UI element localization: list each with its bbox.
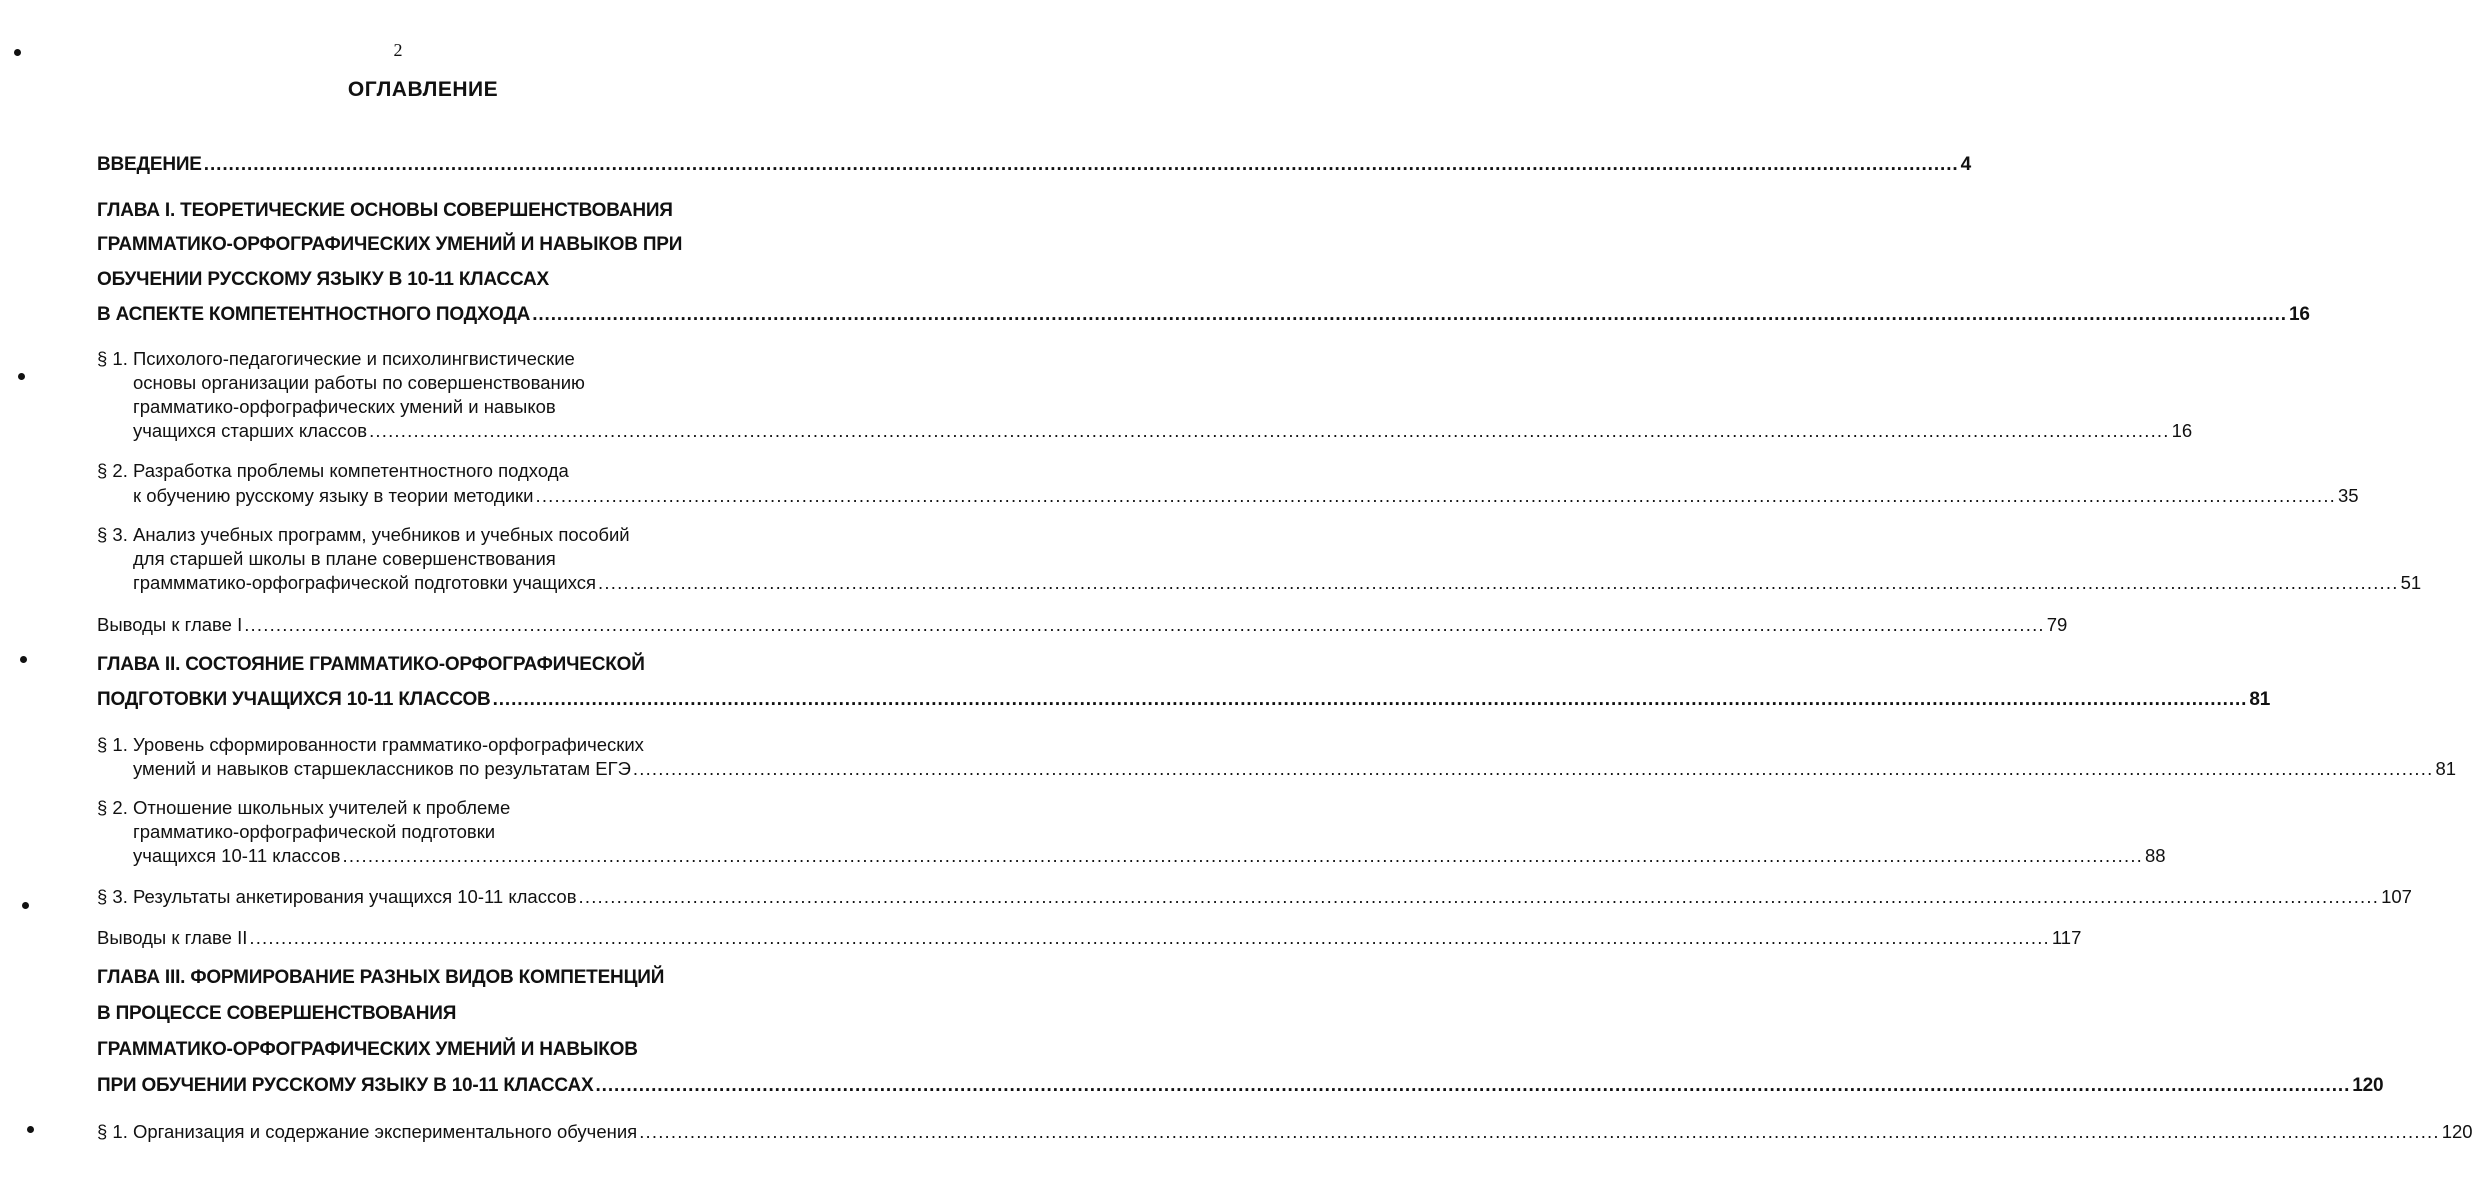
toc-entry-title: ПРИ ОБУЧЕНИИ РУССКОМУ ЯЗЫКУ В 10-11 КЛАССАХ [97, 1075, 594, 1096]
toc-entry-title: умений и навыков старшеклассников по результатам ЕГЭ [133, 758, 631, 779]
toc-entry-title: § 3. Результаты анкетирования учащихся 10-11 классов [97, 886, 577, 907]
toc-entry-title: учащихся старших классов [133, 420, 368, 441]
toc-page-number: 4 [1960, 154, 1971, 175]
toc-entry-chapter-2[interactable] [97, 689, 2271, 711]
toc-entry-title: Выводы к главе I [97, 614, 243, 635]
toc-entry-ch3-section-1[interactable] [97, 1121, 2473, 1143]
dot-leader: ............................................................................................................................................................................................................................................................................................ [578, 886, 2380, 907]
toc-section-line: § 3. Анализ учебных программ, учебников и учебных пособий [97, 524, 630, 545]
toc-entry-ch2-conclusions[interactable] [97, 927, 2082, 949]
toc-entry-title: учащихся 10-11 классов [133, 845, 341, 866]
toc-section-line: § 1. Уровень сформированности грамматико-орфографических [97, 734, 644, 755]
toc-chapter-2-line: ГЛАВА II. СОСТОЯНИЕ ГРАММАТИКО-ОРФОГРАФИЧЕСКОЙ [97, 654, 645, 675]
toc-page-number: 79 [2046, 614, 2068, 635]
margin-bullet [27, 1126, 34, 1133]
dot-leader: ............................................................................................................................................................................................................................................................................................ [369, 420, 2170, 441]
toc-entry-title: § 1. Организация и содержание экспериментального обучения [97, 1121, 638, 1142]
toc-entry-title: к обучению русскому языку в теории методики [133, 485, 534, 506]
dot-leader: ............................................................................................................................................................................................................................................................................................ [595, 1075, 2351, 1096]
dot-leader: ............................................................................................................................................................................................................................................................................................ [532, 304, 2287, 325]
toc-page-number: 81 [2435, 758, 2457, 779]
margin-bullet [14, 49, 21, 56]
toc-page-number: 16 [2288, 304, 2310, 325]
toc-page-number: 35 [2338, 485, 2359, 506]
toc-entry-ch1-conclusions[interactable] [97, 614, 2068, 636]
dot-leader: ............................................................................................................................................................................................................................................................................................ [598, 572, 2399, 593]
dot-leader: ............................................................................................................................................................................................................................................................................................ [632, 758, 2434, 779]
toc-section-line: § 2. Разработка проблемы компетентностного подхода [97, 460, 569, 481]
page-number: 2 [393, 40, 403, 60]
toc-entry-ch1-section-3[interactable] [133, 572, 2422, 594]
toc-chapter-3-line: В ПРОЦЕССЕ СОВЕРШЕНСТВОВАНИЯ [97, 1003, 457, 1024]
toc-section-line: § 2. Отношение школьных учителей к проблеме [97, 797, 511, 818]
toc-entry-title: граммматико-орфографической подготовки учащихся [133, 572, 597, 593]
toc-page-number: 51 [2400, 572, 2422, 593]
toc-entry-ch1-section-1[interactable] [133, 420, 2193, 442]
toc-page-number: 107 [2381, 886, 2412, 907]
toc-chapter-3-line: ГРАММАТИКО-ОРФОГРАФИЧЕСКИХ УМЕНИЙ И НАВЫКОВ [97, 1039, 638, 1060]
toc-entry-ch1-section-2[interactable] [133, 485, 2359, 507]
toc-section-line: грамматико-орфографических умений и навыков [133, 396, 556, 417]
toc-section-line: грамматико-орфографической подготовки [133, 821, 496, 842]
toc-chapter-1-line: ГРАММАТИКО-ОРФОГРАФИЧЕСКИХ УМЕНИЙ И НАВЫКОВ ПРИ [97, 234, 683, 255]
toc-section-line: для старшей школы в плане совершенствования [133, 548, 556, 569]
toc-entry-ch2-section-2[interactable] [133, 845, 2166, 867]
toc-chapter-1-line: ОБУЧЕНИИ РУССКОМУ ЯЗЫКУ В 10-11 КЛАССАХ [97, 269, 549, 290]
margin-bullet [18, 373, 25, 380]
toc-page-number: 120 [2352, 1075, 2384, 1096]
margin-bullet [20, 656, 27, 663]
toc-section-line: § 1. Психолого-педагогические и психолингвистические [97, 348, 575, 369]
toc-page-number: 117 [2051, 927, 2082, 948]
toc-entry-title: ПОДГОТОВКИ УЧАЩИХСЯ 10-11 КЛАССОВ [97, 689, 491, 710]
dot-leader: ............................................................................................................................................................................................................................................................................................ [639, 1121, 2440, 1142]
toc-page-number: 81 [2249, 689, 2271, 710]
dot-leader: ............................................................................................................................................................................................................................................................................................ [492, 689, 2248, 710]
dot-leader: ............................................................................................................................................................................................................................................................................................ [203, 154, 1959, 175]
toc-entry-intro[interactable] [97, 154, 1971, 176]
dot-leader: ............................................................................................................................................................................................................................................................................................ [342, 845, 2144, 866]
dot-leader: ............................................................................................................................................................................................................................................................................................ [244, 614, 2045, 635]
toc-entry-ch2-section-1[interactable] [133, 758, 2457, 780]
toc-entry-title: Выводы к главе II [97, 927, 248, 948]
toc-page-number: 88 [2145, 845, 2166, 866]
page-title: ОГЛАВЛЕНИЕ [347, 78, 499, 101]
toc-entry-chapter-1[interactable] [97, 304, 2310, 326]
toc-chapter-1-line: ГЛАВА I. ТЕОРЕТИЧЕСКИЕ ОСНОВЫ СОВЕРШЕНСТВОВАНИЯ [97, 200, 673, 221]
toc-section-line: основы организации работы по совершенствованию [133, 372, 585, 393]
toc-entry-title: В АСПЕКТЕ КОМПЕТЕНТНОСТНОГО ПОДХОДА [97, 304, 531, 325]
toc-entry-ch2-section-3[interactable] [97, 886, 2412, 908]
dot-leader: ............................................................................................................................................................................................................................................................................................ [535, 485, 2337, 506]
toc-page-number: 16 [2171, 420, 2193, 441]
margin-bullet [22, 902, 29, 909]
toc-entry-chapter-3[interactable] [97, 1075, 2384, 1097]
toc-page-number: 120 [2441, 1121, 2473, 1142]
dot-leader: ............................................................................................................................................................................................................................................................................................ [249, 927, 2050, 948]
toc-chapter-3-line: ГЛАВА III. ФОРМИРОВАНИЕ РАЗНЫХ ВИДОВ КОМПЕТЕНЦИЙ [97, 967, 665, 988]
toc-entry-title: ВВЕДЕНИЕ [97, 154, 202, 175]
